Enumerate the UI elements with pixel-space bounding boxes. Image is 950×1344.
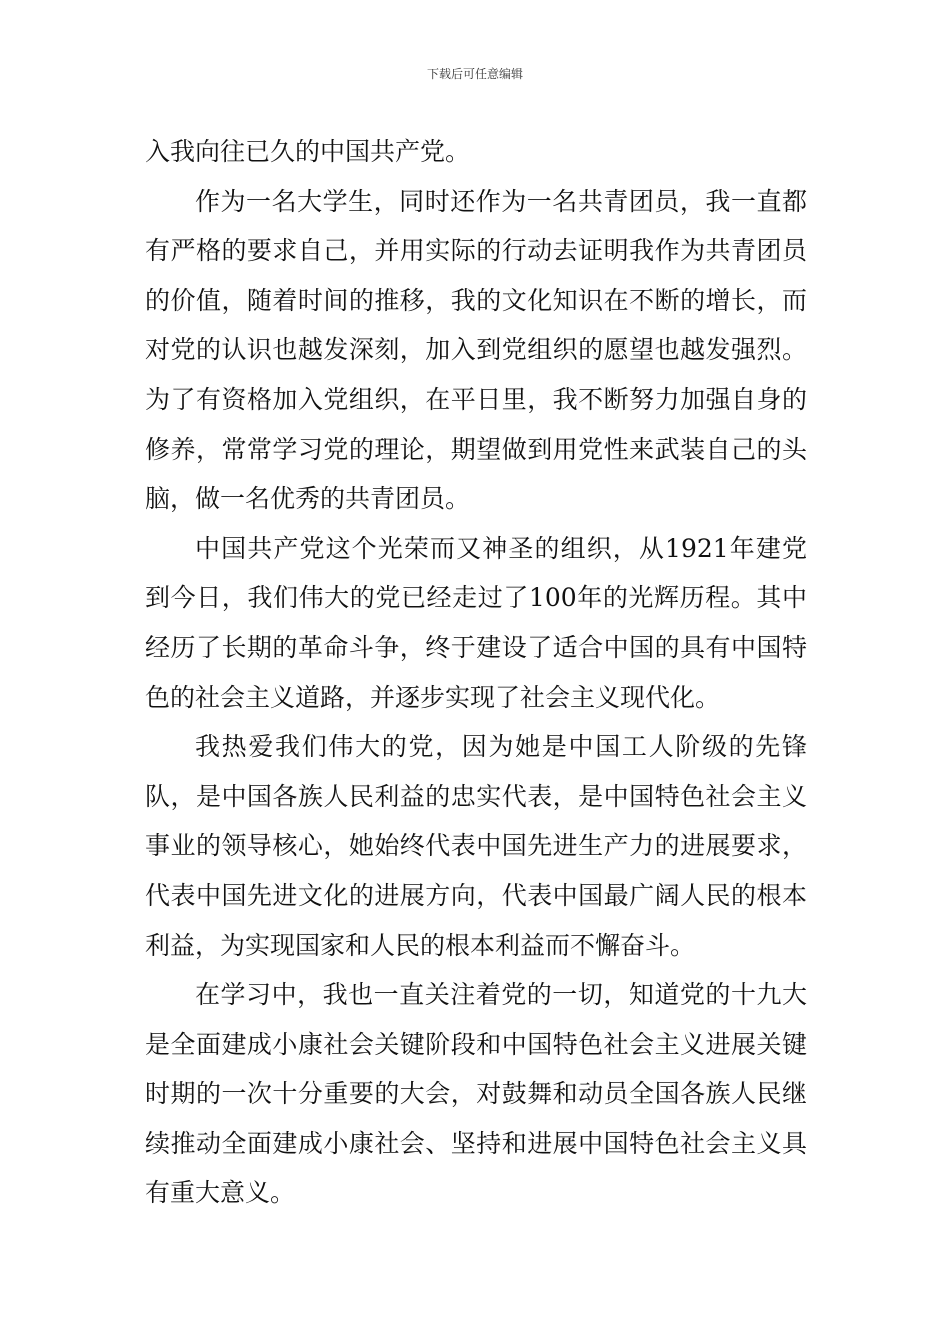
paragraph-2: 作为一名大学生，同时还作为一名共青团员，我一直都有严格的要求自己，并用实际的行动去证明我作为共青团员的价值，随着时间的推移，我的文化知识在不断的增长，而对党的认识也越发深刻，加入到党组织的愿望也越发强烈。为了有资格加入党组织，在平日里，我不断努力加强自身的修养，常常学习党的理论，期望做到用党性来武装自己的头脑，做一名优秀的共青团员。	[145, 186, 807, 514]
document-body	[145, 127, 807, 1218]
paragraph-5: 在学习中，我也一直关注着党的一切，知道党的十九大是全面建成小康社会关键阶段和中国特色社会主义进展关键时期的一次十分重要的大会，对鼓舞和动员全国各族人民继续推动全面建成小康社会、坚持和进展中国特色社会主义具有重大意义。	[145, 980, 807, 1208]
paragraph-1: 入我向往已久的中国共产党。	[145, 137, 471, 166]
page-header: 下载后可任意编辑	[426, 67, 523, 81]
paragraph-4: 我热爱我们伟大的党，因为她是中国工人阶级的先锋队，是中国各族人民利益的忠实代表，是中国特色社会主义事业的领导核心，她始终代表中国先进生产力的进展要求，代表中国先进文化的进展方向，代表中国最广阔人民的根本利益，为实现国家和人民的根本利益而不懈奋斗。	[145, 732, 807, 960]
paragraph-3: 中国共产党这个光荣而又神圣的组织，从1921年建党到今日，我们伟大的党已经走过了100年的光辉历程。其中经历了长期的革命斗争，终于建设了适合中国的具有中国特色的社会主义道路，并逐步实现了社会主义现代化。	[145, 533, 807, 712]
